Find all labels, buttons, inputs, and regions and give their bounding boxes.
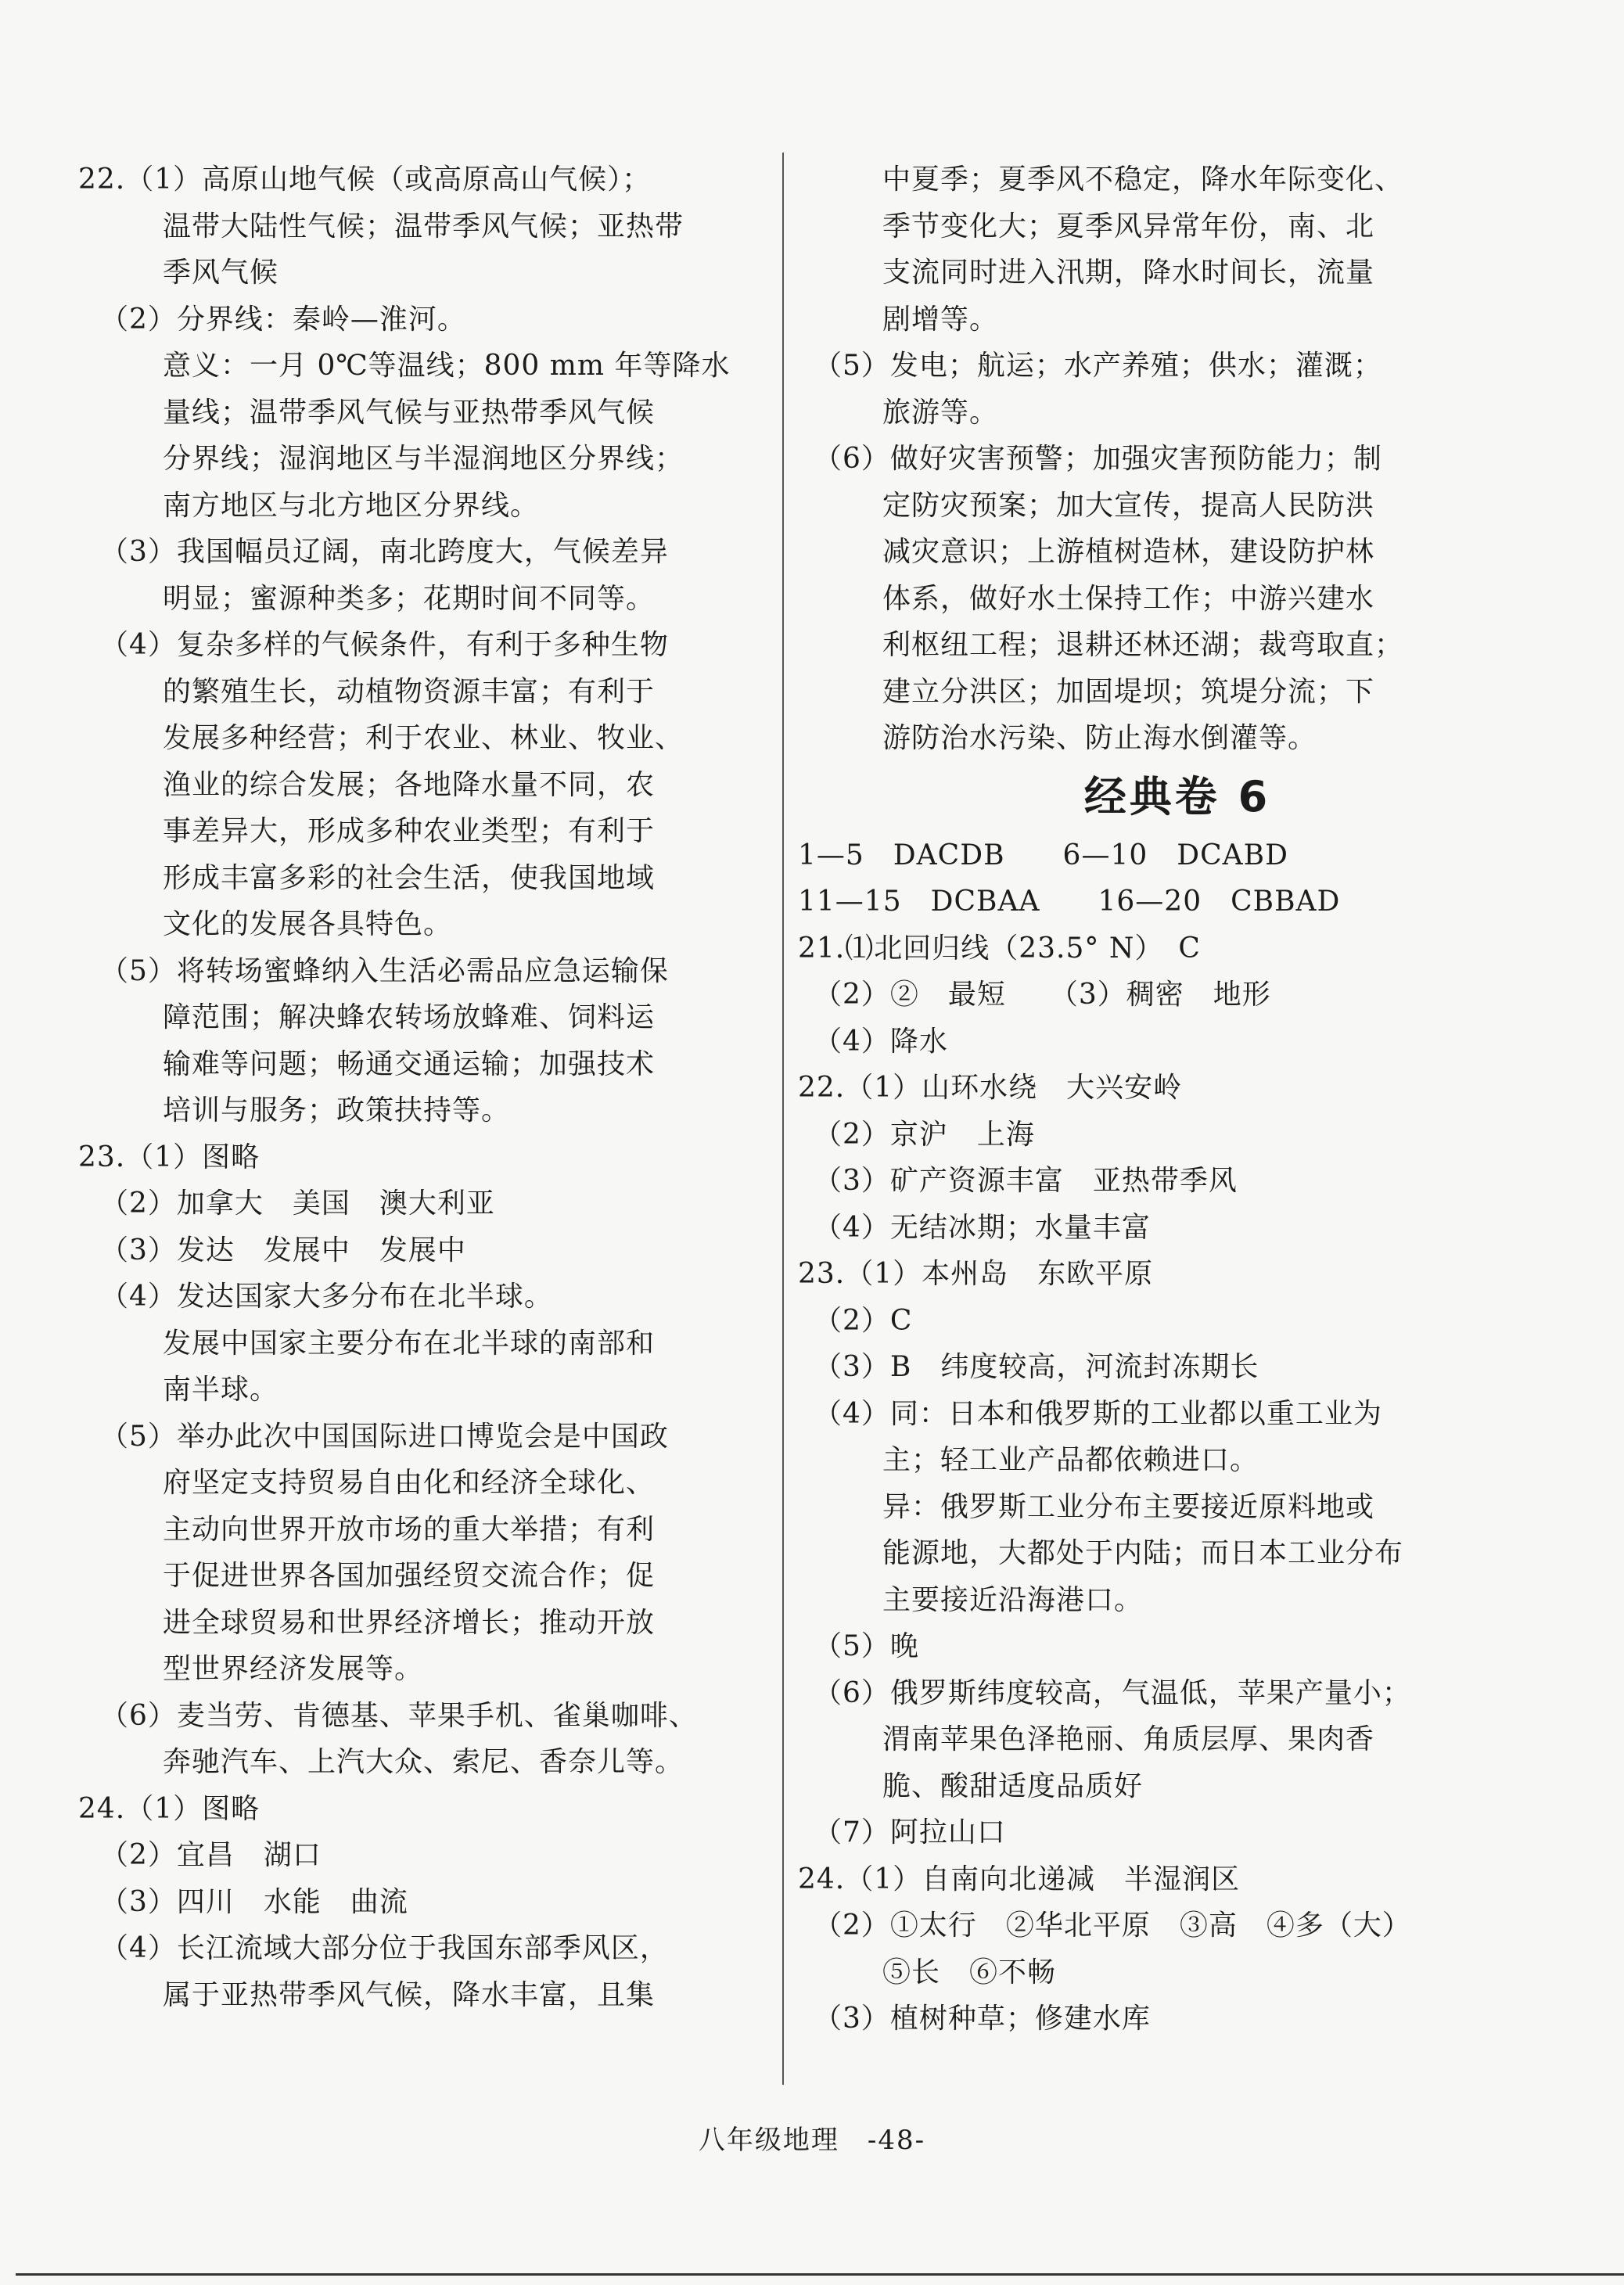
answer-line: 体系，做好水土保持工作；中游兴建水: [882, 582, 1375, 615]
answer-line: 属于亚热带季风气候，降水丰富，且集: [163, 1978, 656, 2011]
answer-line: 文化的发展各具特色。: [163, 908, 453, 940]
left-column: [78, 156, 767, 2018]
answer-line: 异：俄罗斯工业分布主要接近原料地或: [882, 1490, 1375, 1523]
answer-line: （4）无结冰期；水量丰富: [814, 1211, 1151, 1244]
answer-line: 培训与服务；政策扶持等。: [163, 1094, 511, 1126]
answer-line: 22.（1）山环水绕 大兴安岭: [798, 1072, 1183, 1104]
section-answers: [798, 832, 1525, 2042]
answer-line: 温带大陆性气候；温带季风气候；亚热带: [163, 210, 684, 243]
answer-line: 23.（1）图略: [78, 1141, 260, 1173]
answer-line: 季风气候: [163, 257, 279, 289]
answer-line: （3）我国幅员辽阔，南北跨度大，气候差异: [100, 536, 669, 568]
answer-line: 事差异大，形成多种农业类型；有利于: [163, 815, 656, 847]
answer-line: 脆、酸甜适度品质好: [882, 1769, 1144, 1802]
answer-line: 输难等问题；畅通交通运输；加强技术: [163, 1047, 656, 1080]
answer-line: 21.⑴北回归线（23.5° N） C: [798, 932, 1201, 965]
answer-line: （4）降水: [814, 1025, 948, 1058]
answer-line: （3）植树种草；修建水库: [814, 2003, 1151, 2035]
answer-line: 明显；蜜源种类多；花期时间不同等。: [163, 582, 656, 615]
answer-line: 障范围；解决蜂农转场放蜂难、饲料运: [163, 1001, 656, 1033]
answer-line: 游防治水污染、防止海水倒灌等。: [882, 722, 1317, 754]
answer-line: 进全球贸易和世界经济增长；推动开放: [163, 1606, 656, 1639]
answer-line: 利枢纽工程；退耕还林还湖；裁弯取直；: [882, 629, 1404, 661]
answer-line: 于促进世界各国加强经贸交流合作；促: [163, 1560, 656, 1592]
answer-line: 量线；温带季风气候与亚热带季风气候: [163, 396, 656, 429]
answer-line: （2）京沪 上海: [814, 1118, 1035, 1151]
answer-line: （2）①太行 ②华北平原 ③高 ④多（大）: [814, 1910, 1411, 1942]
answer-line: （4）长江流域大部分位于我国东部季风区，: [100, 1932, 669, 1964]
page-footer: 八年级地理 -48-: [698, 2125, 926, 2156]
answer-line: 支流同时进入汛期，降水时间长，流量: [882, 257, 1375, 289]
answer-line: 府坚定支持贸易自由化和经济全球化、: [163, 1467, 656, 1499]
right-column-continuation: [798, 156, 1525, 762]
answer-line: 发展中国家主要分布在北半球的南部和: [163, 1327, 656, 1360]
answer-line: （6）俄罗斯纬度较高，气温低，苹果产量小；: [814, 1676, 1411, 1709]
answer-line: 意义：一月 0℃等温线；800 mm 年等降水: [163, 350, 731, 382]
answer-line: 中夏季；夏季风不稳定，降水年际变化、: [882, 163, 1404, 196]
section-title: 经典卷 6: [1083, 771, 1271, 821]
answer-line: （5）举办此次中国国际进口博览会是中国政: [100, 1420, 669, 1453]
answer-line: 季节变化大；夏季风异常年份，南、北: [882, 210, 1375, 243]
answer-line: 建立分洪区；加固堤坝；筑堤分流；下: [882, 675, 1375, 708]
answer-line: 11—15 DCBAA 16—20 CBBAD: [798, 886, 1341, 918]
answer-line: 的繁殖生长，动植物资源丰富；有利于: [163, 675, 656, 708]
answer-line: 渔业的综合发展；各地降水量不同，农: [163, 768, 656, 801]
answer-line: （3）四川 水能 曲流: [100, 1885, 408, 1918]
answer-line: 主；轻工业产品都依赖进口。: [882, 1444, 1259, 1476]
answer-line: 能源地，大都处于内陆；而日本工业分布: [882, 1537, 1404, 1569]
answer-line: 23.（1）本州岛 东欧平原: [798, 1258, 1154, 1290]
answer-line: （7）阿拉山口: [814, 1816, 1006, 1848]
answer-line: 减灾意识；上游植树造林，建设防护林: [882, 536, 1375, 568]
answer-line: （3）B 纬度较高，河流封冻期长: [814, 1351, 1259, 1383]
answer-line: 旅游等。: [882, 396, 999, 429]
answer-line: 主要接近沿海港口。: [882, 1583, 1144, 1616]
answer-line: 主动向世界开放市场的重大举措；有利: [163, 1513, 656, 1546]
right-column: [798, 156, 1525, 2042]
answer-line: （2）② 最短 （3）稠密 地形: [814, 979, 1271, 1011]
answer-line: （3）发达 发展中 发展中: [100, 1234, 466, 1266]
answer-line: （4）同：日本和俄罗斯的工业都以重工业为: [814, 1397, 1382, 1430]
answer-line: （6）做好灾害预警；加强灾害预防能力；制: [814, 443, 1382, 475]
answer-line: 奔驰汽车、上汽大众、索尼、香奈儿等。: [163, 1746, 684, 1778]
bottom-rule: [16, 2273, 1624, 2276]
answer-line: 南半球。: [163, 1374, 279, 1406]
answer-line: 22.（1）高原山地气候（或高原高山气候）；: [78, 163, 652, 196]
answer-line: （5）发电；航运；水产养殖；供水；灌溉；: [814, 350, 1382, 382]
answer-line: （2）分界线：秦岭—淮河。: [100, 303, 466, 336]
answer-line: 分界线；湿润地区与半湿润地区分界线；: [163, 443, 684, 475]
answer-line: 发展多种经营；利于农业、林业、牧业、: [163, 722, 684, 754]
answer-line: ⑤长 ⑥不畅: [882, 1956, 1057, 1989]
answer-line: 24.（1）自南向北递减 半湿润区: [798, 1863, 1241, 1895]
answer-line: （5）晚: [814, 1630, 919, 1662]
answer-line: （3）矿产资源丰富 亚热带季风: [814, 1165, 1238, 1197]
answer-line: （2）C: [814, 1304, 913, 1337]
answer-line: （5）将转场蜜蜂纳入生活必需品应急运输保: [100, 954, 669, 987]
answer-line: 南方地区与北方地区分界线。: [163, 489, 540, 522]
answer-line: 形成丰富多彩的社会生活，使我国地域: [163, 861, 656, 894]
answer-line: 型世界经济发展等。: [163, 1653, 424, 1685]
answer-line: 24.（1）图略: [78, 1792, 260, 1825]
answer-line: （6）麦当劳、肯德基、苹果手机、雀巢咖啡、: [100, 1699, 698, 1732]
answer-line: （4）复杂多样的气候条件，有利于多种生物: [100, 629, 669, 661]
answer-line: （2）宜昌 湖口: [100, 1839, 322, 1871]
answer-line: 渭南苹果色泽艳丽、角质层厚、果肉香: [882, 1723, 1375, 1755]
answer-line: （2）加拿大 美国 澳大利亚: [100, 1187, 495, 1220]
answer-line: 剧增等。: [882, 303, 999, 336]
column-divider: [782, 153, 784, 2085]
answer-line: （4）发达国家大多分布在北半球。: [100, 1281, 553, 1313]
answer-line: 定防灾预案；加大宣传，提高人民防洪: [882, 489, 1375, 522]
answer-line: 1—5 DACDB 6—10 DCABD: [798, 839, 1288, 871]
